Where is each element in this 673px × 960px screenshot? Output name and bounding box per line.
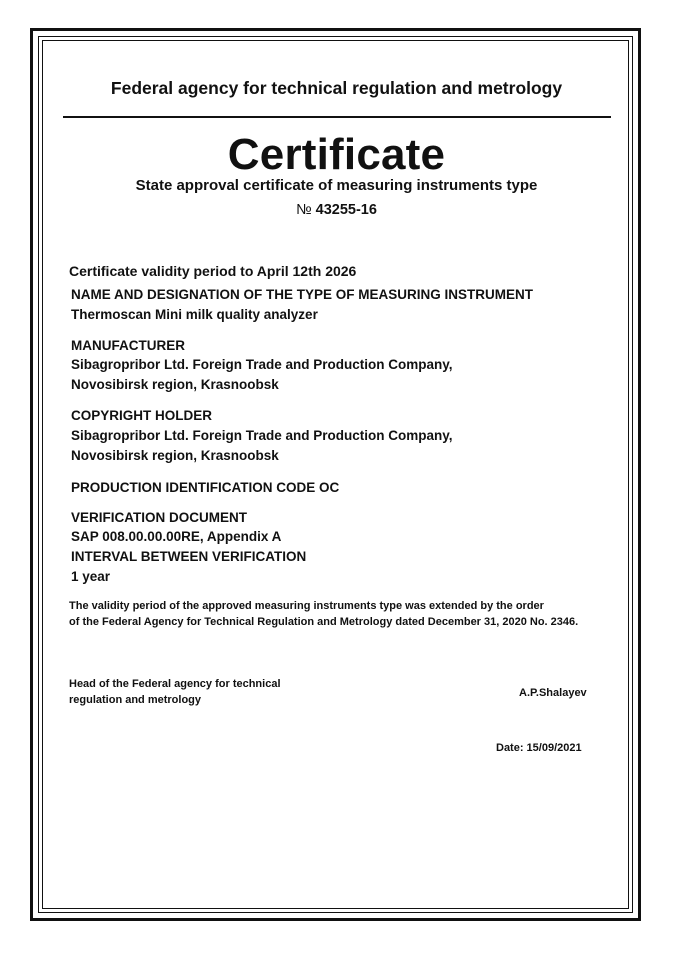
issuing-agency: Federal agency for technical regulation and metrology bbox=[110, 78, 563, 98]
interval-heading: INTERVAL BETWEEN VERIFICATION bbox=[71, 549, 307, 564]
verification-document: SAP 008.00.00.00RE, Appendix A bbox=[71, 529, 282, 544]
interval-value: 1 year bbox=[71, 569, 111, 584]
signatory-title-line-1: Head of the Federal agency for technical bbox=[69, 678, 281, 690]
copyright-heading: COPYRIGHT HOLDER bbox=[71, 408, 213, 423]
certificate-subtitle: State approval certificate of measuring instruments type bbox=[135, 177, 538, 194]
manufacturer-address: Novosibirsk region, Krasnoobsk bbox=[71, 377, 279, 392]
signatory-title bbox=[69, 676, 281, 708]
copyright-holder-address: Novosibirsk region, Krasnoobsk bbox=[71, 448, 279, 463]
signatory-name: A.P.Shalayev bbox=[519, 687, 587, 699]
number-sign: № bbox=[296, 202, 312, 218]
instrument-name: Thermoscan Mini milk quality analyzer bbox=[71, 307, 318, 322]
copyright-holder-name: Sibagropribor Ltd. Foreign Trade and Production Company, bbox=[71, 428, 453, 443]
header-divider bbox=[63, 116, 611, 118]
manufacturer-name: Sibagropribor Ltd. Foreign Trade and Production Company, bbox=[71, 357, 453, 372]
manufacturer-heading: MANUFACTURER bbox=[71, 338, 185, 353]
number-value: 43255-16 bbox=[315, 202, 377, 218]
certificate-title: Certificate bbox=[227, 130, 446, 179]
issue-date: Date: 15/09/2021 bbox=[496, 742, 582, 754]
verification-heading: VERIFICATION DOCUMENT bbox=[71, 510, 247, 525]
certificate-number bbox=[0, 202, 673, 218]
extension-notice bbox=[69, 598, 578, 630]
production-code: PRODUCTION IDENTIFICATION CODE OC bbox=[71, 480, 340, 495]
instrument-heading: NAME AND DESIGNATION OF THE TYPE OF MEASURING INSTRUMENT bbox=[71, 287, 534, 302]
signatory-title-line-2: regulation and metrology bbox=[69, 694, 202, 706]
notice-line-2: of the Federal Agency for Technical Regulation and Metrology dated December 31, 2020 No. 2346. bbox=[69, 616, 579, 628]
notice-line-1: The validity period of the approved measuring instruments type was extended by the order bbox=[69, 600, 544, 612]
validity-period: Certificate validity period to April 12th 2026 bbox=[69, 263, 357, 279]
